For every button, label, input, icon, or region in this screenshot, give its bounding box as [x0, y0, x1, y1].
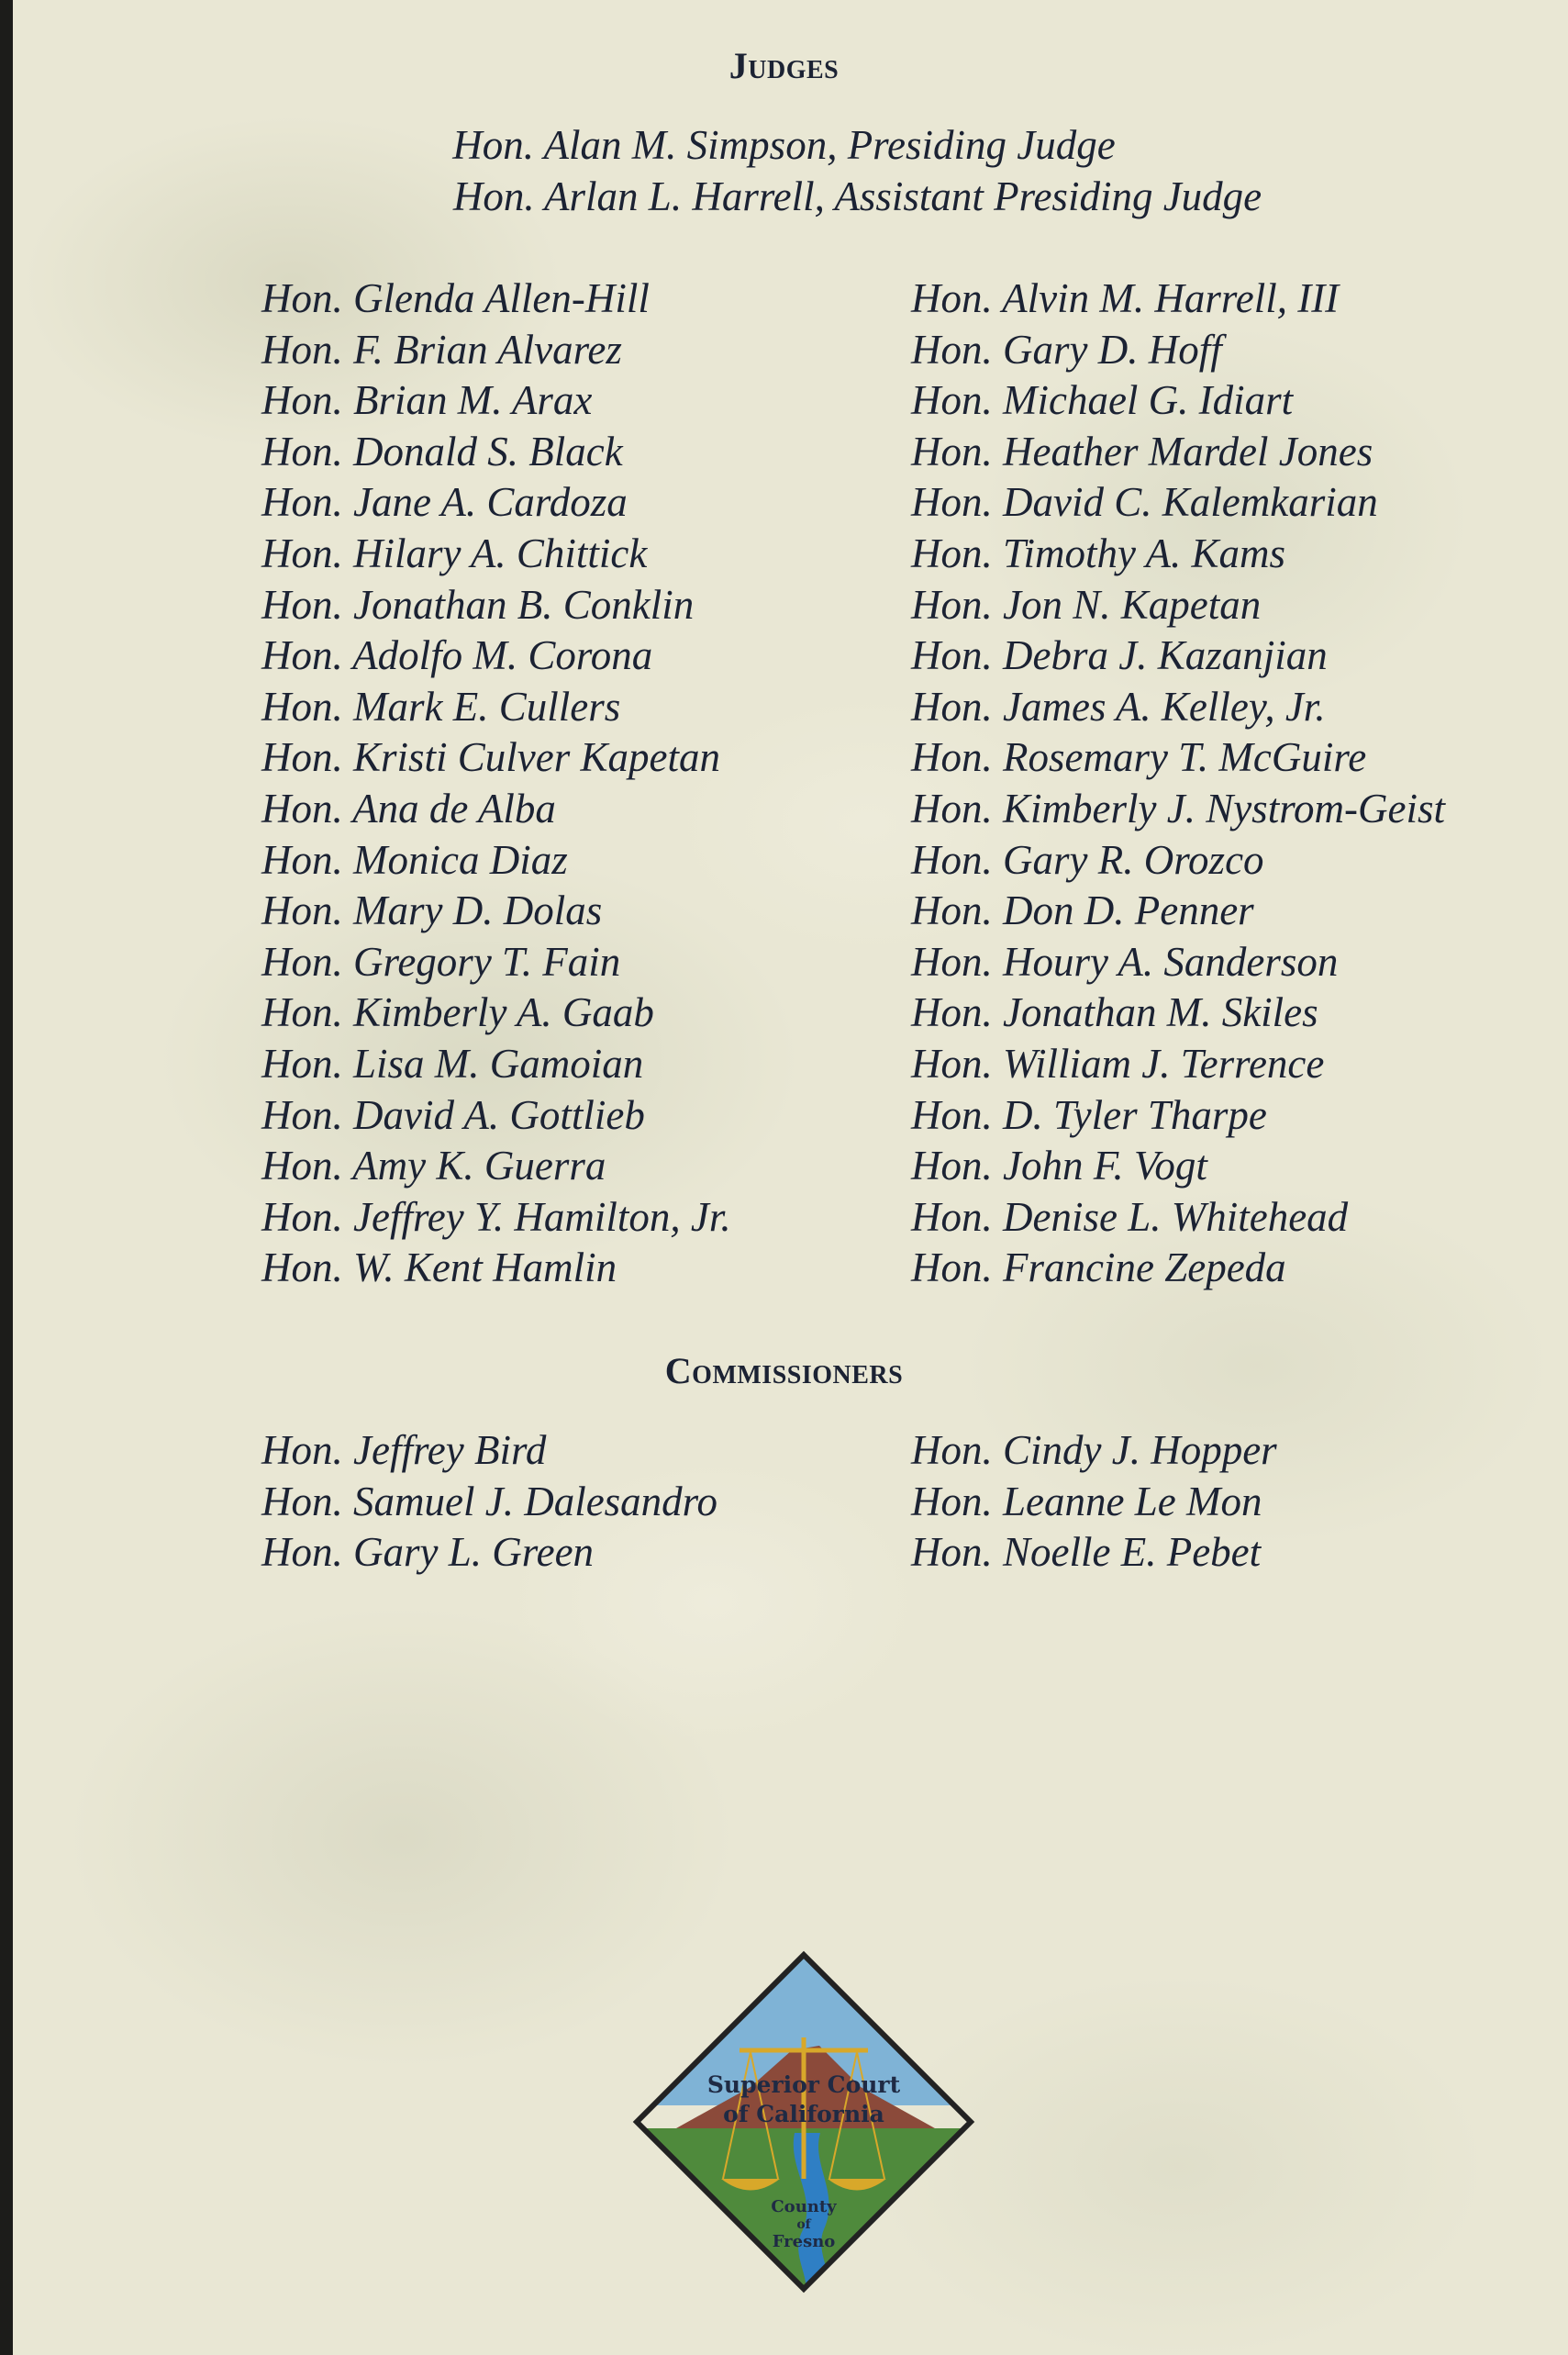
judge-name: Hon. Glenda Allen-Hill — [261, 275, 650, 321]
judge-name: Hon. Don D. Penner — [911, 887, 1254, 934]
judge-name: Hon. Brian M. Arax — [261, 377, 593, 424]
commissioner-name: Hon. Cindy J. Hopper — [911, 1427, 1277, 1473]
judge-name: Hon. F. Brian Alvarez — [261, 326, 622, 373]
judge-name: Hon. Kimberly J. Nystrom-Geist — [911, 785, 1446, 832]
judge-name: Hon. Kristi Culver Kapetan — [261, 734, 721, 781]
commissioner-name: Hon. Noelle E. Pebet — [911, 1529, 1262, 1576]
judge-name: Hon. John F. Vogt — [911, 1143, 1207, 1189]
judge-name: Hon. Rosemary T. McGuire — [911, 734, 1367, 781]
judges-left-column — [261, 273, 731, 1294]
judge-name: Hon. Debra J. Kazanjian — [911, 632, 1328, 679]
judges-right-column — [911, 273, 1445, 1294]
judge-name: Hon. William J. Terrence — [911, 1040, 1325, 1087]
judge-name: Hon. Jane A. Cardoza — [261, 479, 628, 526]
judge-name: Hon. Adolfo M. Corona — [261, 632, 653, 679]
court-seal-logo — [631, 1949, 976, 2294]
judge-name: Hon. Amy K. Guerra — [261, 1143, 606, 1189]
judge-name: Hon. Francine Zepeda — [911, 1244, 1286, 1291]
judge-name: Hon. Hilary A. Chittick — [261, 530, 648, 576]
judge-name: Hon. Michael G. Idiart — [911, 377, 1294, 424]
judge-name: Hon. Gary D. Hoff — [911, 326, 1222, 373]
seal-line-1: Superior Court — [706, 2071, 901, 2098]
judge-name: Hon. Kimberly A. Gaab — [261, 989, 654, 1036]
commissioner-name: Hon. Samuel J. Dalesandro — [261, 1478, 718, 1524]
judge-name: Hon. Jeffrey Y. Hamilton, Jr. — [261, 1193, 731, 1240]
judge-name: Hon. David A. Gottlieb — [261, 1091, 645, 1138]
commissioner-name: Hon. Leanne Le Mon — [911, 1478, 1262, 1524]
judge-name: Hon. W. Kent Hamlin — [261, 1244, 617, 1291]
seal-line-2: of California — [723, 2101, 884, 2127]
judge-name: Hon. Mary D. Dolas — [261, 887, 603, 934]
judge-name: Hon. Monica Diaz — [261, 836, 568, 883]
commissioner-name: Hon. Gary L. Green — [261, 1529, 595, 1576]
seal-line-5: Fresno — [772, 2232, 836, 2251]
judge-name: Hon. Alvin M. Harrell, III — [911, 275, 1340, 321]
judge-name: Hon. James A. Kelley, Jr. — [911, 683, 1326, 730]
seal-line-4: of — [796, 2217, 811, 2232]
judge-name: Hon. Jonathan B. Conklin — [261, 581, 695, 628]
judge-name: Hon. Mark E. Cullers — [261, 683, 621, 730]
judge-name: Hon. Houry A. Sanderson — [911, 938, 1339, 985]
judge-name: Hon. Timothy A. Kams — [911, 530, 1285, 576]
judge-name: Hon. Heather Mardel Jones — [911, 428, 1373, 474]
judges-heading: Judges — [728, 45, 840, 86]
judge-name: Hon. D. Tyler Tharpe — [911, 1091, 1267, 1138]
presiding-judge: Hon. Alan M. Simpson, Presiding Judge — [452, 122, 1116, 168]
judge-name: Hon. Gary R. Orozco — [911, 836, 1264, 883]
commissioners-heading: Commissioners — [664, 1350, 904, 1391]
superior-court-seal — [631, 1949, 976, 2294]
judge-name: Hon. David C. Kalemkarian — [911, 479, 1378, 526]
judge-name: Hon. Jon N. Kapetan — [911, 581, 1262, 628]
commissioner-name: Hon. Jeffrey Bird — [261, 1427, 547, 1473]
judge-name: Hon. Ana de Alba — [261, 785, 556, 832]
assistant-presiding-judge: Hon. Arlan L. Harrell, Assistant Presiding Judge — [452, 173, 1262, 219]
judge-name: Hon. Jonathan M. Skiles — [911, 989, 1318, 1036]
seal-line-3: County — [771, 2197, 837, 2216]
judge-name: Hon. Gregory T. Fain — [261, 938, 621, 985]
judge-name: Hon. Donald S. Black — [261, 428, 623, 474]
commissioners-left-column — [261, 1425, 717, 1579]
commissioners-right-column — [911, 1425, 1277, 1579]
judge-name: Hon. Denise L. Whitehead — [911, 1193, 1349, 1240]
judge-name: Hon. Lisa M. Gamoian — [261, 1040, 644, 1087]
